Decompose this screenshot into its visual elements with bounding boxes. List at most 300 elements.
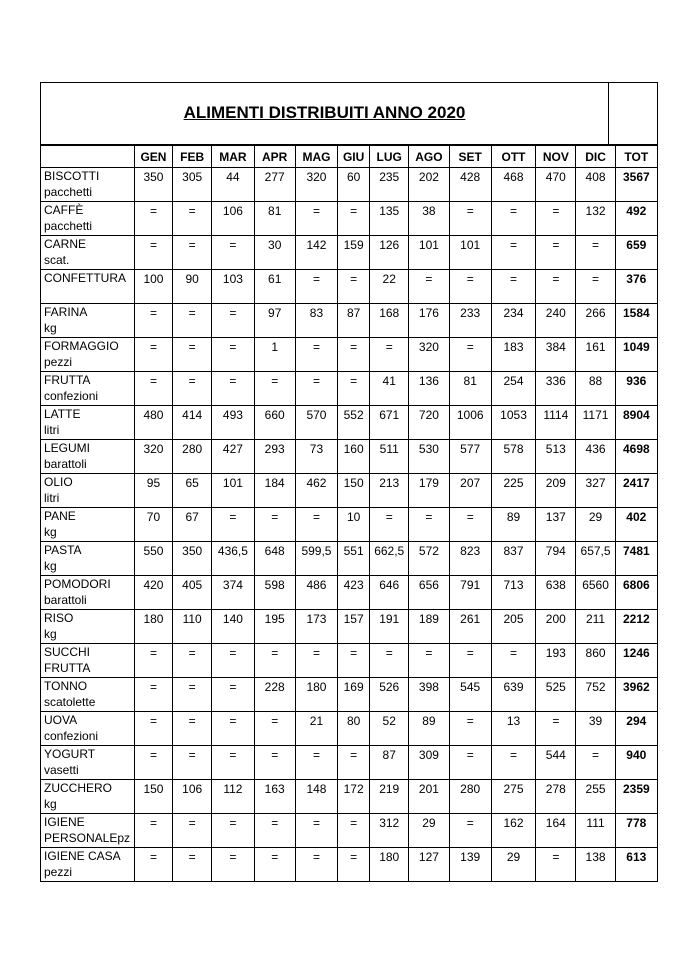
value-cell: 662,5 [370,542,409,576]
value-cell: 100 [134,270,172,304]
value-cell: 398 [409,678,449,712]
value-cell: 52 [370,712,409,746]
value-cell: = [254,372,295,406]
value-cell: 101 [449,236,491,270]
value-cell: 823 [449,542,491,576]
value-cell: 293 [254,440,295,474]
value-cell: 173 [295,610,337,644]
value-cell: 135 [370,202,409,236]
value-cell: 578 [491,440,535,474]
value-cell: = [173,338,212,372]
value-cell: = [212,304,254,338]
value-cell: 168 [370,304,409,338]
value-cell: 148 [295,780,337,814]
item-cell [41,372,135,406]
item-name: LEGUMI [44,441,91,455]
item-unit: pezzi [44,355,73,369]
value-cell: 179 [409,474,449,508]
value-cell: 350 [134,168,172,202]
value-cell: 211 [576,610,615,644]
table-row [41,202,658,236]
table-body [41,168,658,882]
value-cell: 1006 [449,406,491,440]
value-cell: = [212,678,254,712]
item-cell [41,202,135,236]
item-cell [41,746,135,780]
value-cell: = [449,814,491,848]
value-cell: 309 [409,746,449,780]
value-cell: 791 [449,576,491,610]
item-cell [41,440,135,474]
value-cell: 201 [409,780,449,814]
value-cell: 95 [134,474,172,508]
value-cell: = [134,746,172,780]
value-cell: 671 [370,406,409,440]
item-cell [41,576,135,610]
item-cell [41,712,135,746]
value-cell: 720 [409,406,449,440]
value-cell: = [173,678,212,712]
value-cell: 81 [449,372,491,406]
column-header-dic: DIC [576,146,615,168]
column-header-feb: FEB [173,146,212,168]
value-cell: = [295,270,337,304]
item-cell [41,338,135,372]
value-cell: = [338,202,370,236]
value-cell: 29 [491,848,535,882]
value-cell: = [295,644,337,678]
table-row [41,780,658,814]
item-name: OLIO [44,475,73,489]
item-unit: confezioni [44,729,99,743]
value-cell: 61 [254,270,295,304]
item-unit: PERSONALEpz [44,831,131,845]
value-cell: 408 [576,168,615,202]
value-cell: = [254,644,295,678]
value-cell: 599,5 [295,542,337,576]
value-cell: 200 [536,610,576,644]
value-cell: 70 [134,508,172,542]
total-cell: 7481 [615,542,657,576]
column-header-ago: AGO [409,146,449,168]
value-cell: 213 [370,474,409,508]
value-cell: 350 [173,542,212,576]
value-cell: = [536,712,576,746]
total-cell: 376 [615,270,657,304]
value-cell: 277 [254,168,295,202]
item-unit: scat. [44,253,70,267]
value-cell: = [212,746,254,780]
value-cell: 486 [295,576,337,610]
value-cell: = [134,644,172,678]
item-cell [41,848,135,882]
table-row [41,576,658,610]
value-cell: 235 [370,168,409,202]
food-table [40,145,658,882]
value-cell: 320 [295,168,337,202]
value-cell: 39 [576,712,615,746]
value-cell: = [449,644,491,678]
table-row [41,712,658,746]
value-cell: 525 [536,678,576,712]
value-cell: 240 [536,304,576,338]
value-cell: 193 [536,644,576,678]
value-cell: 278 [536,780,576,814]
value-cell: = [409,508,449,542]
table-row [41,678,658,712]
item-name: TONNO [44,679,88,693]
item-cell [41,678,135,712]
value-cell: 436 [576,440,615,474]
value-cell: = [212,372,254,406]
total-cell: 8904 [615,406,657,440]
item-name: PASTA [44,543,82,557]
value-cell: 161 [576,338,615,372]
value-cell: 150 [134,780,172,814]
column-header-item [41,146,135,168]
column-header-lug: LUG [370,146,409,168]
value-cell: 38 [409,202,449,236]
total-cell: 659 [615,236,657,270]
table-row [41,542,658,576]
value-cell: 657,5 [576,542,615,576]
value-cell: 110 [173,610,212,644]
value-cell: 423 [338,576,370,610]
value-cell: 752 [576,678,615,712]
item-name: UOVA [44,713,78,727]
item-unit: kg [44,627,57,641]
value-cell: 526 [370,678,409,712]
value-cell: 266 [576,304,615,338]
value-cell: 468 [491,168,535,202]
value-cell: = [173,372,212,406]
item-cell [41,406,135,440]
value-cell: 21 [295,712,337,746]
value-cell: = [212,236,254,270]
value-cell: = [134,236,172,270]
value-cell: 713 [491,576,535,610]
value-cell: 132 [576,202,615,236]
value-cell: 80 [338,712,370,746]
value-cell: = [370,644,409,678]
table-row [41,372,658,406]
table-row [41,848,658,882]
table-row [41,610,658,644]
value-cell: = [449,508,491,542]
total-cell: 3567 [615,168,657,202]
table-row [41,644,658,678]
value-cell: = [254,746,295,780]
title-row [40,82,658,145]
value-cell: = [254,508,295,542]
value-cell: 189 [409,610,449,644]
column-header-gen: GEN [134,146,172,168]
item-name: IGIENE [44,815,85,829]
value-cell: 88 [576,372,615,406]
item-name: SUCCHI [44,645,91,659]
value-cell: 1171 [576,406,615,440]
item-unit: barattoli [44,457,87,471]
total-cell: 294 [615,712,657,746]
value-cell: 336 [536,372,576,406]
value-cell: = [491,270,535,304]
value-cell: = [173,848,212,882]
value-cell: 164 [536,814,576,848]
value-cell: = [173,202,212,236]
item-name: LATTE [44,407,81,421]
item-name: RISO [44,611,74,625]
total-cell: 936 [615,372,657,406]
item-unit: pacchetti [44,219,93,233]
value-cell: = [295,814,337,848]
item-cell [41,304,135,338]
value-cell: = [409,270,449,304]
value-cell: 73 [295,440,337,474]
value-cell: 656 [409,576,449,610]
item-unit: pacchetti [44,185,93,199]
value-cell: = [449,338,491,372]
value-cell: 65 [173,474,212,508]
value-cell: = [173,814,212,848]
value-cell: 60 [338,168,370,202]
value-cell: 261 [449,610,491,644]
value-cell: 89 [409,712,449,746]
item-cell [41,542,135,576]
value-cell: 140 [212,610,254,644]
value-cell: 550 [134,542,172,576]
value-cell: 545 [449,678,491,712]
table-row [41,508,658,542]
value-cell: 837 [491,542,535,576]
value-cell: 1 [254,338,295,372]
value-cell: 127 [409,848,449,882]
value-cell: 209 [536,474,576,508]
value-cell: 233 [449,304,491,338]
value-cell: 13 [491,712,535,746]
column-header-giu: GIU [338,146,370,168]
item-cell [41,168,135,202]
value-cell: 103 [212,270,254,304]
value-cell: = [212,712,254,746]
value-cell: 111 [576,814,615,848]
value-cell: = [576,746,615,780]
value-cell: 159 [338,236,370,270]
total-cell: 1049 [615,338,657,372]
value-cell: 320 [134,440,172,474]
value-cell: 180 [295,678,337,712]
value-cell: = [338,848,370,882]
value-cell: 320 [409,338,449,372]
table-row [41,236,658,270]
item-name: FRUTTA [44,373,91,387]
value-cell: 280 [173,440,212,474]
value-cell: = [295,848,337,882]
value-cell: 29 [409,814,449,848]
table-row [41,304,658,338]
value-cell: 275 [491,780,535,814]
value-cell: = [295,746,337,780]
value-cell: 638 [536,576,576,610]
value-cell: 280 [449,780,491,814]
value-cell: = [449,712,491,746]
value-cell: 646 [370,576,409,610]
value-cell: 493 [212,406,254,440]
value-cell: 552 [338,406,370,440]
value-cell: 172 [338,780,370,814]
item-unit: litri [44,491,60,505]
column-header-apr: APR [254,146,295,168]
total-cell: 940 [615,746,657,780]
total-cell: 2417 [615,474,657,508]
item-cell [41,236,135,270]
value-cell: 428 [449,168,491,202]
value-cell: 139 [449,848,491,882]
value-cell: = [134,848,172,882]
value-cell: = [409,644,449,678]
value-cell: = [536,270,576,304]
value-cell: 137 [536,508,576,542]
value-cell: 860 [576,644,615,678]
value-cell: 10 [338,508,370,542]
table-row [41,814,658,848]
value-cell: 420 [134,576,172,610]
value-cell: 162 [491,814,535,848]
item-name: PANE [44,509,76,523]
value-cell: 405 [173,576,212,610]
value-cell: 374 [212,576,254,610]
value-cell: 142 [295,236,337,270]
item-name: POMODORI [44,577,111,591]
value-cell: 327 [576,474,615,508]
item-name: IGIENE CASA [44,849,121,863]
total-cell: 6806 [615,576,657,610]
table-row [41,746,658,780]
item-unit: kg [44,797,57,811]
value-cell: 97 [254,304,295,338]
value-cell: 219 [370,780,409,814]
value-cell: 157 [338,610,370,644]
value-cell: = [212,338,254,372]
item-name: CARNE [44,237,87,251]
value-cell: = [134,338,172,372]
value-cell: 305 [173,168,212,202]
value-cell: 195 [254,610,295,644]
document-frame [40,82,658,882]
value-cell: 1053 [491,406,535,440]
value-cell: = [254,712,295,746]
value-cell: 572 [409,542,449,576]
value-cell: = [338,338,370,372]
value-cell: = [173,746,212,780]
item-unit: scatolette [44,695,96,709]
value-cell: 169 [338,678,370,712]
value-cell: 44 [212,168,254,202]
value-cell: = [370,338,409,372]
value-cell: 191 [370,610,409,644]
item-cell [41,780,135,814]
value-cell: 90 [173,270,212,304]
value-cell: 180 [370,848,409,882]
value-cell: = [449,202,491,236]
value-cell: 67 [173,508,212,542]
total-cell: 4698 [615,440,657,474]
value-cell: 101 [409,236,449,270]
value-cell: 22 [370,270,409,304]
value-cell: 163 [254,780,295,814]
value-cell: 112 [212,780,254,814]
item-unit: FRUTTA [44,661,91,675]
value-cell: = [449,746,491,780]
value-cell: 202 [409,168,449,202]
value-cell: = [254,848,295,882]
item-unit: barattoli [44,593,87,607]
value-cell: = [370,508,409,542]
value-cell: = [212,644,254,678]
value-cell: 436,5 [212,542,254,576]
value-cell: 255 [576,780,615,814]
value-cell: 126 [370,236,409,270]
item-unit: vasetti [44,763,79,777]
value-cell: 41 [370,372,409,406]
value-cell: = [338,746,370,780]
value-cell: = [576,270,615,304]
value-cell: = [449,270,491,304]
value-cell: = [491,746,535,780]
value-cell: 480 [134,406,172,440]
value-cell: 106 [212,202,254,236]
value-cell: 183 [491,338,535,372]
value-cell: = [134,304,172,338]
item-name: YOGURT [44,747,96,761]
item-name: FARINA [44,305,88,319]
value-cell: = [173,712,212,746]
value-cell: 138 [576,848,615,882]
value-cell: 384 [536,338,576,372]
value-cell: = [295,372,337,406]
value-cell: = [295,338,337,372]
value-cell: 136 [409,372,449,406]
item-unit: kg [44,321,57,335]
value-cell: 570 [295,406,337,440]
value-cell: 530 [409,440,449,474]
value-cell: = [536,236,576,270]
header-row [41,146,658,168]
value-cell: = [338,372,370,406]
value-cell: 639 [491,678,535,712]
value-cell: = [212,508,254,542]
total-cell: 1584 [615,304,657,338]
value-cell: 101 [212,474,254,508]
column-header-nov: NOV [536,146,576,168]
value-cell: = [295,202,337,236]
value-cell: 83 [295,304,337,338]
value-cell: = [134,202,172,236]
value-cell: = [338,270,370,304]
value-cell: = [536,202,576,236]
value-cell: 180 [134,610,172,644]
value-cell: = [134,712,172,746]
value-cell: 184 [254,474,295,508]
table-row [41,406,658,440]
value-cell: = [491,236,535,270]
value-cell: = [212,848,254,882]
item-name: CAFFÈ [44,203,84,217]
item-name: FORMAGGIO [44,339,119,353]
item-cell [41,610,135,644]
total-cell: 3962 [615,678,657,712]
item-unit: kg [44,559,57,573]
item-name: BISCOTTI [44,169,100,183]
